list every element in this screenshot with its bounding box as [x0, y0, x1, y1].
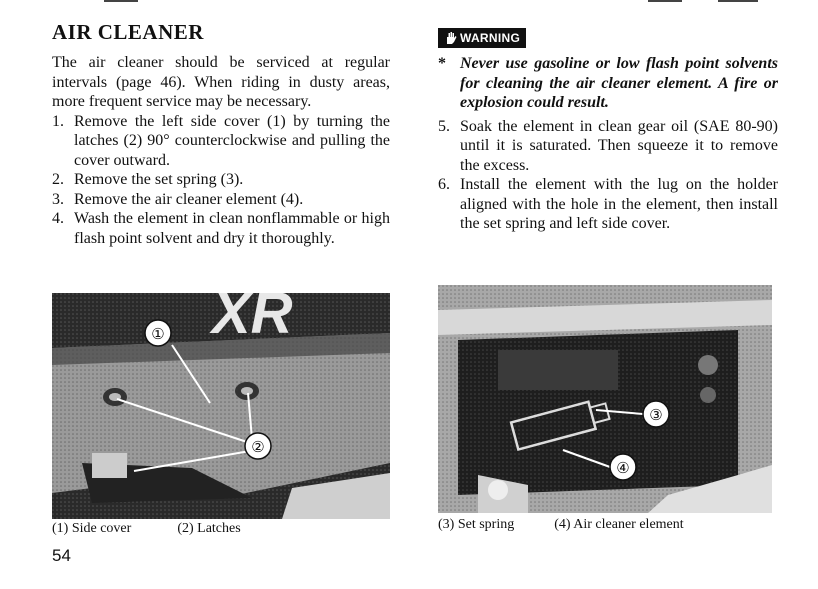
intro-paragraph: The air cleaner should be serviced at regular intervals (page 46). When riding in dusty areas, more frequent service may be necessary.	[52, 54, 390, 110]
step-text: Soak the element in clean gear oil (SAE 80-90) until it is saturated. Then squeeze it to remove the excess.	[460, 117, 778, 174]
step-text: Remove the set spring (3).	[74, 171, 244, 188]
page-number: 54	[52, 546, 71, 565]
step-text: Remove the left side cover (1) by turning the latches (2) 90° counterclockwise and pulling the cover outward.	[74, 112, 390, 169]
step-number: 4.	[52, 210, 64, 227]
right-caption	[438, 517, 684, 533]
header-rule	[718, 0, 758, 2]
step-item	[52, 170, 390, 190]
photo-logo-text: XR	[212, 293, 293, 346]
left-column	[52, 20, 390, 248]
callout-4: ④	[616, 460, 630, 477]
step-number: 6.	[438, 176, 450, 193]
header-rule	[648, 0, 682, 2]
left-caption	[52, 521, 241, 537]
step-number: 1.	[52, 112, 64, 130]
right-column	[438, 28, 778, 234]
step-item	[438, 175, 778, 234]
callout-2: ②	[251, 439, 265, 456]
step-text: Remove the air cleaner element (4).	[74, 190, 304, 208]
steps-list-right	[438, 117, 778, 234]
caption-side-cover: (1) Side cover	[52, 521, 132, 536]
caption-latches: (2) Latches	[177, 521, 241, 536]
caption-air-cleaner-element: (4) Air cleaner element	[554, 517, 684, 532]
step-number: 3.	[52, 190, 64, 208]
side-cover-photo	[52, 293, 390, 519]
callout-1: ①	[151, 326, 165, 343]
air-cleaner-photo	[438, 285, 772, 513]
warning-hand-icon	[444, 31, 458, 45]
step-item	[52, 190, 390, 210]
warning-star: *	[438, 55, 446, 72]
step-text: Wash the element in clean nonflammable or high flash point solvent and dry it thoroughly.	[74, 210, 390, 247]
section-title: AIR CLEANER	[52, 20, 204, 44]
step-item	[438, 117, 778, 176]
caption-set-spring: (3) Set spring	[438, 517, 515, 532]
warning-badge	[438, 28, 526, 48]
step-number: 2.	[52, 171, 64, 188]
step-text: Install the element with the lug on the holder aligned with the hole in the element, then install the set spring and left side cover.	[460, 176, 778, 232]
step-number: 5.	[438, 117, 450, 135]
warning-text: Never use gasoline or low flash point solvents for cleaning the air cleaner element. A fire or explosion could result.	[460, 55, 778, 111]
step-item	[52, 112, 390, 171]
header-rule	[104, 0, 138, 2]
steps-list-left	[52, 112, 390, 249]
warning-label: WARNING	[460, 31, 521, 45]
callout-3: ③	[649, 407, 663, 424]
warning-message	[438, 54, 778, 113]
step-item	[52, 209, 390, 248]
